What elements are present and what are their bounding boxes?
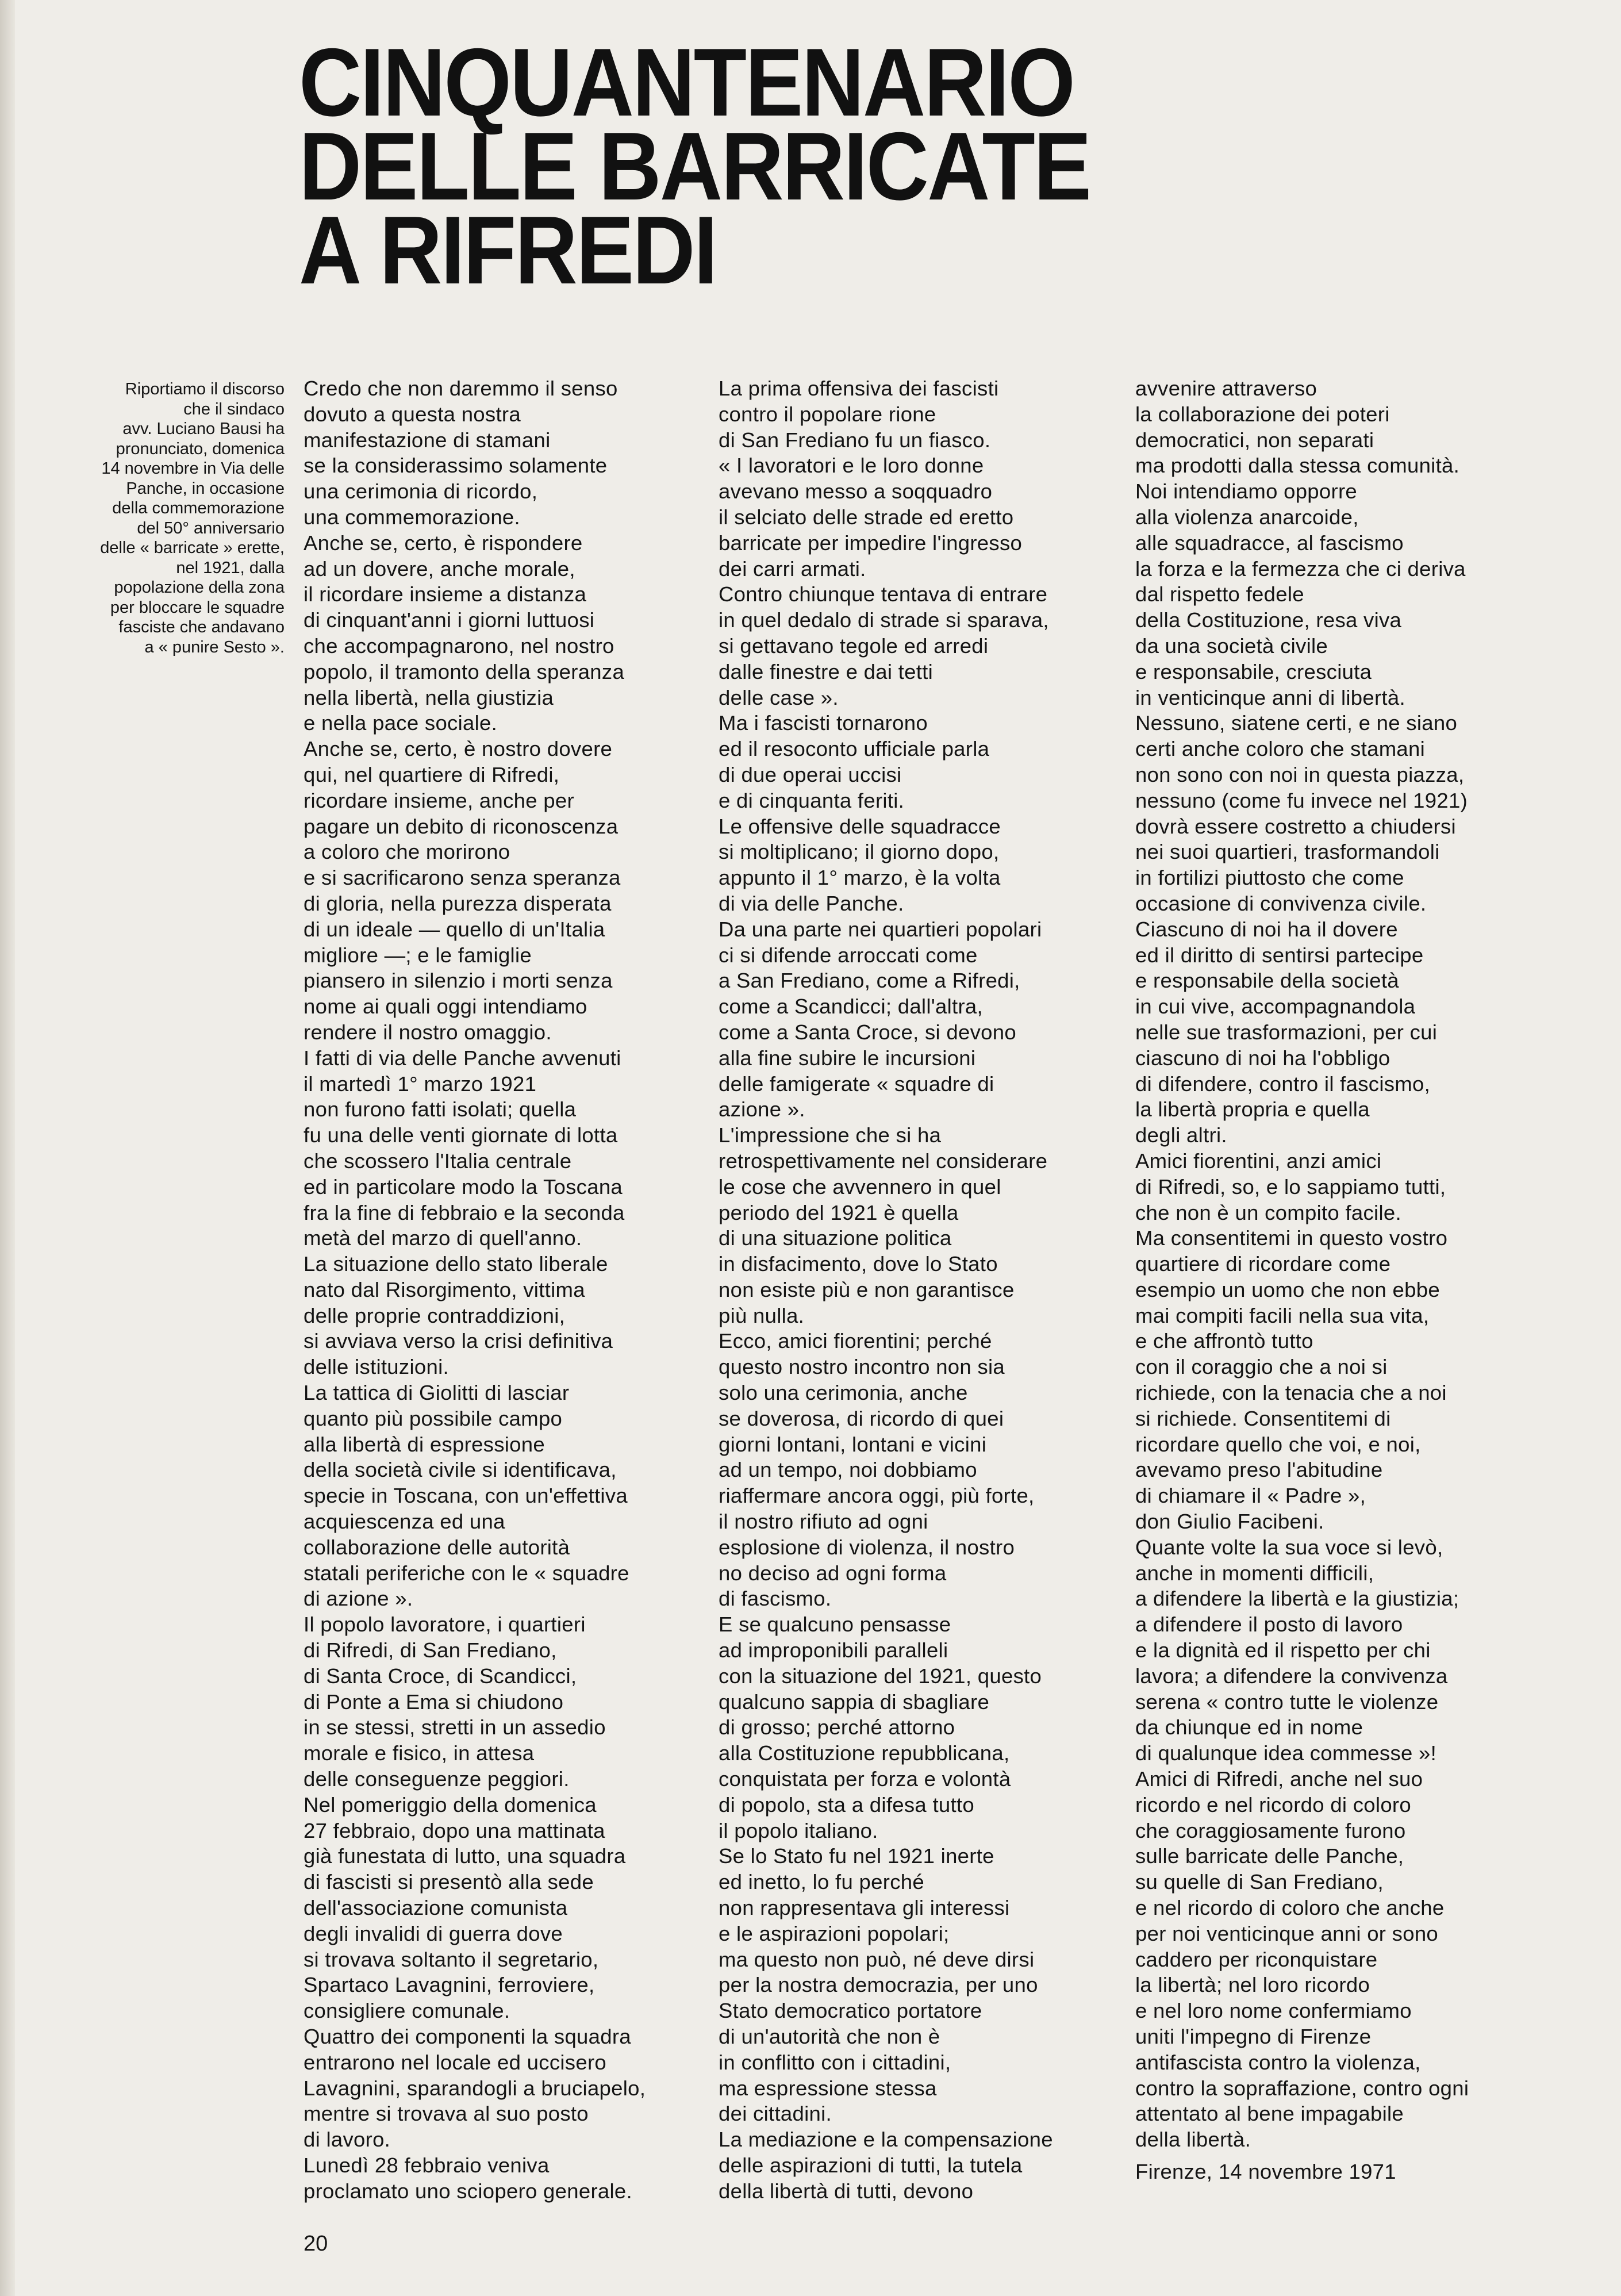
- title-line-2: DELLE BARRICATE: [299, 112, 1090, 220]
- article-column-3: [1135, 376, 1549, 2153]
- column-2-line: esplosione di violenza, il nostro: [719, 1535, 1015, 1559]
- column-2-line: La mediazione e la compensazione: [719, 2128, 1053, 2152]
- column-2-line: di popolo, sta a difesa tutto: [719, 1792, 974, 1817]
- column-2-line: per la nostra democrazia, per uno: [719, 1973, 1038, 1997]
- column-3-line: ed il diritto di sentirsi partecipe: [1135, 943, 1424, 967]
- column-1-line: Spartaco Lavagnini, ferroviere,: [304, 1973, 595, 1997]
- column-2-line: si moltiplicano; il giorno dopo,: [719, 840, 1000, 864]
- column-1-line: di azione ».: [304, 1587, 413, 1611]
- column-2-line: Da una parte nei quartieri popolari: [719, 917, 1042, 941]
- column-3-line: in venticinque anni di libertà.: [1135, 685, 1405, 709]
- column-3-line: uniti l'impegno di Firenze: [1135, 2025, 1372, 2048]
- column-1-line: di cinquant'anni i giorni luttuosi: [304, 608, 595, 632]
- sidenote-line: Riportiamo il discorso: [125, 380, 285, 398]
- column-1-line: il martedì 1° marzo 1921: [304, 1072, 537, 1096]
- column-1-line: mentre si trovava al suo posto: [304, 2102, 589, 2126]
- column-2-line: Le offensive delle squadracce: [719, 814, 1001, 838]
- column-2-line: ed inetto, lo fu perché: [719, 1870, 924, 1894]
- column-2-line: se doverosa, di ricordo di quei: [719, 1406, 1004, 1430]
- column-1-line: in se stessi, stretti in un assedio: [304, 1715, 606, 1740]
- column-3-line: a difendere la libertà e la giustizia;: [1135, 1587, 1459, 1611]
- column-3-line: antifascista contro la violenza,: [1135, 2050, 1421, 2074]
- column-3-line: di chiamare il « Padre »,: [1135, 1484, 1366, 1508]
- column-1-line: rendere il nostro omaggio.: [304, 1020, 552, 1044]
- column-3-line: democratici, non separati: [1135, 428, 1374, 452]
- column-2-line: dalle finestre e dai tetti: [719, 659, 934, 684]
- column-3-line: della Costituzione, resa viva: [1135, 608, 1402, 632]
- column-3-line: per noi venticinque anni or sono: [1135, 1921, 1439, 1945]
- column-3-line: di qualunque idea commesse »!: [1135, 1741, 1437, 1765]
- column-3-line: degli altri.: [1135, 1123, 1227, 1147]
- column-3-line: e responsabile della società: [1135, 969, 1399, 993]
- column-3-line: su quelle di San Frediano,: [1135, 1870, 1384, 1894]
- column-3-line: da una società civile: [1135, 633, 1328, 658]
- column-2-line: a San Frediano, come a Rifredi,: [719, 969, 1020, 993]
- column-1-line: I fatti di via delle Panche avvenuti: [304, 1046, 621, 1070]
- column-2-line: delle famigerate « squadre di: [719, 1072, 994, 1096]
- column-2-line: L'impressione che si ha: [719, 1123, 942, 1147]
- column-2-line: « I lavoratori e le loro donne: [719, 454, 984, 478]
- column-1-line: ricordare insieme, anche per: [304, 788, 574, 812]
- column-2-line: si gettavano tegole ed arredi: [719, 633, 989, 658]
- column-1-line: migliore —; e le famiglie: [304, 943, 532, 967]
- column-2-line: della libertà di tutti, devono: [719, 2179, 974, 2203]
- column-1-line: dell'associazione comunista: [304, 1896, 568, 1920]
- column-2-line: non esiste più e non garantisce: [719, 1277, 1015, 1301]
- column-3-line: in fortilizi piuttosto che come: [1135, 866, 1404, 890]
- column-1-line: nella libertà, nella giustizia: [304, 685, 554, 709]
- column-3-line: alle squadracce, al fascismo: [1135, 531, 1404, 555]
- column-3-line: nelle sue trasformazioni, per cui: [1135, 1020, 1438, 1044]
- column-1-line: Quattro dei componenti la squadra: [304, 2025, 631, 2048]
- column-3-line: sulle barricate delle Panche,: [1135, 1844, 1404, 1868]
- column-2-line: in conflitto con i cittadini,: [719, 2050, 951, 2074]
- column-3-line: mai compiti facili nella sua vita,: [1135, 1303, 1430, 1327]
- column-1-line: si trovava soltanto il segretario,: [304, 1947, 599, 1971]
- column-2-line: il popolo italiano.: [719, 1818, 878, 1842]
- column-3-line: quartiere di ricordare come: [1135, 1252, 1391, 1276]
- column-2-line: appunto il 1° marzo, è la volta: [719, 866, 1001, 890]
- sidenote-line: fasciste che andavano: [118, 618, 285, 636]
- sidenote-line: Panche, in occasione: [126, 479, 285, 498]
- editorial-sidenote: [63, 379, 285, 657]
- column-3-line: Noi intendiamo opporre: [1135, 479, 1358, 504]
- column-1-line: ad un dovere, anche morale,: [304, 556, 575, 581]
- column-3-line: e che affrontò tutto: [1135, 1329, 1313, 1353]
- column-2-line: come a Scandicci; dall'altra,: [719, 995, 983, 1019]
- column-2-line: ad improponibili paralleli: [719, 1638, 948, 1663]
- sidenote-line: 14 novembre in Via delle: [101, 459, 285, 478]
- column-3-line: di Rifredi, so, e lo sappiamo tutti,: [1135, 1174, 1446, 1199]
- column-2-line: solo una cerimonia, anche: [719, 1381, 968, 1405]
- column-3-line: alla violenza anarcoide,: [1135, 505, 1359, 529]
- column-2-line: delle aspirazioni di tutti, la tutela: [719, 2153, 1023, 2177]
- column-3-line: ricordare quello che voi, e noi,: [1135, 1432, 1421, 1456]
- column-1-line: degli invalidi di guerra dove: [304, 1921, 563, 1945]
- column-1-line: Lavagnini, sparandogli a bruciapelo,: [304, 2076, 646, 2100]
- article-title: [299, 28, 1437, 304]
- column-3-line: caddero per riconquistare: [1135, 1947, 1378, 1971]
- column-3-line: da chiunque ed in nome: [1135, 1715, 1363, 1740]
- column-2-line: il nostro rifiuto ad ogni: [719, 1510, 928, 1534]
- column-3-line: certi anche coloro che stamani: [1135, 737, 1426, 761]
- column-1-line: a coloro che morirono: [304, 840, 510, 864]
- column-2-line: avevano messo a soqquadro: [719, 479, 993, 504]
- column-3-line: che coraggiosamente furono: [1135, 1818, 1406, 1842]
- column-3-line: la libertà propria e quella: [1135, 1097, 1370, 1122]
- column-3-line: e responsabile, cresciuta: [1135, 659, 1372, 684]
- column-2-line: e le aspirazioni popolari;: [719, 1921, 950, 1945]
- column-3-line: anche in momenti difficili,: [1135, 1561, 1374, 1585]
- sidenote-line: popolazione della zona: [114, 578, 285, 597]
- column-3-line: e la dignità ed il rispetto per chi: [1135, 1638, 1431, 1663]
- column-1-line: Credo che non daremmo il senso: [304, 377, 618, 400]
- column-3-line: dovrà essere costretto a chiudersi: [1135, 814, 1456, 838]
- column-1-line: piansero in silenzio i morti senza: [304, 969, 613, 993]
- column-3-line: nei suoi quartieri, trasformandoli: [1135, 840, 1440, 864]
- column-1-line: di un ideale — quello di un'Italia: [304, 917, 605, 941]
- page-number: 20: [304, 2232, 328, 2256]
- column-2-line: di via delle Panche.: [719, 891, 904, 915]
- column-1-line: metà del marzo di quell'anno.: [304, 1226, 582, 1250]
- column-1-line: statali periferiche con le « squadre: [304, 1561, 629, 1585]
- column-1-line: se la considerassimo solamente: [304, 454, 608, 478]
- column-2-line: Se lo Stato fu nel 1921 inerte: [719, 1844, 994, 1868]
- column-1-line: e si sacrificarono senza speranza: [304, 866, 621, 890]
- column-3-line: di difendere, contro il fascismo,: [1135, 1072, 1431, 1096]
- column-3-line: Quante volte la sua voce si levò,: [1135, 1535, 1443, 1559]
- column-3-line: Ma consentitemi in questo vostro: [1135, 1226, 1448, 1250]
- column-1-line: pagare un debito di riconoscenza: [304, 814, 619, 838]
- column-2-line: delle case ».: [719, 685, 839, 709]
- column-3-line: della libertà.: [1135, 2128, 1251, 2152]
- column-2-line: ma espressione stessa: [719, 2076, 937, 2100]
- column-1-line: di Santa Croce, di Scandicci,: [304, 1664, 577, 1688]
- column-2-line: E se qualcuno pensasse: [719, 1612, 951, 1637]
- column-1-line: La tattica di Giolitti di lasciar: [304, 1381, 570, 1405]
- column-1-line: delle conseguenze peggiori.: [304, 1767, 570, 1791]
- column-1-line: nome ai quali oggi intendiamo: [304, 995, 587, 1019]
- column-1-line: e nella pace sociale.: [304, 711, 498, 735]
- column-3-line: esempio un uomo che non ebbe: [1135, 1277, 1440, 1301]
- column-1-line: morale e fisico, in attesa: [304, 1741, 535, 1765]
- column-1-line: acquiescenza ed una: [304, 1510, 505, 1534]
- column-1-line: popolo, il tramonto della speranza: [304, 659, 625, 684]
- column-2-line: alla Costituzione repubblicana,: [719, 1741, 1010, 1765]
- column-1-line: fra la fine di febbraio e la seconda: [304, 1200, 625, 1224]
- sidenote-line: a « punire Sesto ».: [144, 638, 285, 656]
- column-2-line: no deciso ad ogni forma: [719, 1561, 947, 1585]
- column-2-line: questo nostro incontro non sia: [719, 1355, 1005, 1379]
- column-3-line: Amici fiorentini, anzi amici: [1135, 1149, 1382, 1173]
- column-1-line: già funestata di lutto, una squadra: [304, 1844, 626, 1868]
- column-2-line: giorni lontani, lontani e vicini: [719, 1432, 987, 1456]
- column-2-line: di un'autorità che non è: [719, 2025, 940, 2048]
- column-3-line: ciascuno di noi ha l'obbligo: [1135, 1046, 1390, 1070]
- column-1-line: Nel pomeriggio della domenica: [304, 1792, 597, 1817]
- column-2-line: La prima offensiva dei fascisti: [719, 377, 999, 400]
- column-2-line: come a Santa Croce, si devono: [719, 1020, 1016, 1044]
- column-1-line: fu una delle venti giornate di lotta: [304, 1123, 618, 1147]
- sidenote-line: del 50° anniversario: [137, 519, 285, 537]
- sidenote-line: nel 1921, dalla: [176, 558, 285, 577]
- column-2-line: di San Frediano fu un fiasco.: [719, 428, 991, 452]
- column-3-line: don Giulio Facibeni.: [1135, 1510, 1324, 1534]
- column-2-line: di una situazione politica: [719, 1226, 952, 1250]
- column-2-line: barricate per impedire l'ingresso: [719, 531, 1023, 555]
- column-2-line: di due operai uccisi: [719, 762, 902, 786]
- column-2-line: ci si difende arroccati come: [719, 943, 978, 967]
- column-1-line: Anche se, certo, è rispondere: [304, 531, 583, 555]
- column-1-line: nato dal Risorgimento, vittima: [304, 1277, 585, 1301]
- column-1-line: quanto più possibile campo: [304, 1406, 563, 1430]
- column-2-line: ed il resoconto ufficiale parla: [719, 737, 990, 761]
- column-2-line: non rappresentava gli interessi: [719, 1896, 1010, 1920]
- column-2-line: Contro chiunque tentava di entrare: [719, 582, 1048, 606]
- column-1-line: di lavoro.: [304, 2128, 391, 2152]
- column-3-line: occasione di convivenza civile.: [1135, 891, 1427, 915]
- column-2-line: qualcuno sappia di sbagliare: [719, 1690, 990, 1714]
- column-3-line: e nel loro nome confermiamo: [1135, 1999, 1412, 2023]
- column-2-line: retrospettivamente nel considerare: [719, 1149, 1048, 1173]
- column-3-line: che non è un compito facile.: [1135, 1200, 1401, 1224]
- column-3-line: a difendere il posto di lavoro: [1135, 1612, 1403, 1637]
- column-1-line: che scossero l'Italia centrale: [304, 1149, 572, 1173]
- column-2-line: Ma i fascisti tornarono: [719, 711, 928, 735]
- sidenote-line: avv. Luciano Bausi ha: [122, 420, 285, 438]
- sidenote-line: pronunciato, domenica: [116, 439, 285, 458]
- column-1-line: specie in Toscana, con un'effettiva: [304, 1484, 628, 1508]
- column-2-line: Ecco, amici fiorentini; perché: [719, 1329, 992, 1353]
- column-1-line: il ricordare insieme a distanza: [304, 582, 587, 606]
- column-1-line: Il popolo lavoratore, i quartieri: [304, 1612, 586, 1637]
- column-3-line: nessuno (come fu invece nel 1921): [1135, 788, 1468, 812]
- column-3-line: lavora; a difendere la convivenza: [1135, 1664, 1448, 1688]
- column-1-line: Anche se, certo, è nostro dovere: [304, 737, 613, 761]
- column-3-line: la collaborazione dei poteri: [1135, 402, 1390, 426]
- column-3-line: si richiede. Consentitemi di: [1135, 1406, 1391, 1430]
- column-3-line: dal rispetto fedele: [1135, 582, 1304, 606]
- column-1-line: di Ponte a Ema si chiudono: [304, 1690, 564, 1714]
- dateline: Firenze, 14 novembre 1971: [1135, 2160, 1396, 2183]
- column-2-line: in disfacimento, dove lo Stato: [719, 1252, 998, 1276]
- column-2-line: dei cittadini.: [719, 2102, 832, 2126]
- column-1-line: qui, nel quartiere di Rifredi,: [304, 762, 560, 786]
- column-1-line: di gloria, nella purezza disperata: [304, 891, 612, 915]
- column-1-line: dovuto a questa nostra: [304, 402, 521, 426]
- column-3-line: serena « contro tutte le violenze: [1135, 1690, 1439, 1714]
- column-1-line: delle proprie contraddizioni,: [304, 1303, 566, 1327]
- column-1-line: che accompagnarono, nel nostro: [304, 633, 614, 658]
- column-3-line: e nel ricordo di coloro che anche: [1135, 1896, 1445, 1920]
- column-1-line: delle istituzioni.: [304, 1355, 449, 1379]
- column-2-line: contro il popolare rione: [719, 402, 936, 426]
- column-3-line: avvenire attraverso: [1135, 377, 1317, 400]
- sidenote-line: delle « barricate » erette,: [100, 539, 285, 557]
- column-1-line: ed in particolare modo la Toscana: [304, 1174, 623, 1199]
- column-2-line: e di cinquanta feriti.: [719, 788, 905, 812]
- article-column-2: [719, 376, 1132, 2205]
- column-2-line: ma questo non può, né deve dirsi: [719, 1947, 1035, 1971]
- column-2-line: il selciato delle strade ed eretto: [719, 505, 1014, 529]
- column-1-line: entrarono nel locale ed uccisero: [304, 2050, 606, 2074]
- article-column-1: [304, 376, 717, 2205]
- title-line-1: CINQUANTENARIO: [299, 28, 1074, 136]
- column-2-line: conquistata per forza e volontà: [719, 1767, 1011, 1791]
- page-spine-shadow: [0, 0, 15, 2296]
- column-1-line: non furono fatti isolati; quella: [304, 1097, 577, 1122]
- column-2-line: di fascismo.: [719, 1587, 832, 1611]
- column-3-line: contro la sopraffazione, contro ogni: [1135, 2076, 1469, 2100]
- column-2-line: alla fine subire le incursioni: [719, 1046, 976, 1070]
- column-3-line: la forza e la fermezza che ci deriva: [1135, 556, 1466, 581]
- title-line-3: A RIFREDI: [299, 196, 717, 304]
- column-3-line: Amici di Rifredi, anche nel suo: [1135, 1767, 1423, 1791]
- column-3-line: attentato al bene impagabile: [1135, 2102, 1404, 2126]
- column-1-line: si avviava verso la crisi definitiva: [304, 1329, 613, 1353]
- column-3-line: ma prodotti dalla stessa comunità.: [1135, 454, 1460, 478]
- column-1-line: La situazione dello stato liberale: [304, 1252, 608, 1276]
- column-1-line: 27 febbraio, dopo una mattinata: [304, 1818, 605, 1842]
- column-2-line: in quel dedalo di strade si sparava,: [719, 608, 1049, 632]
- column-1-line: una cerimonia di ricordo,: [304, 479, 538, 504]
- column-2-line: Stato democratico portatore: [719, 1999, 982, 2023]
- column-1-line: della società civile si identificava,: [304, 1458, 617, 1482]
- column-1-line: proclamato uno sciopero generale.: [304, 2179, 632, 2203]
- column-3-line: Nessuno, siatene certi, e ne siano: [1135, 711, 1458, 735]
- article-dateline-block: [1135, 2159, 1549, 2185]
- column-2-line: riaffermare ancora oggi, più forte,: [719, 1484, 1035, 1508]
- column-1-line: alla libertà di espressione: [304, 1432, 545, 1456]
- column-3-line: con il coraggio che a noi si: [1135, 1355, 1388, 1379]
- column-1-line: Lunedì 28 febbraio veniva: [304, 2153, 550, 2177]
- column-1-line: una commemorazione.: [304, 505, 520, 529]
- column-1-line: collaborazione delle autorità: [304, 1535, 570, 1559]
- column-3-line: ricordo e nel ricordo di coloro: [1135, 1792, 1411, 1817]
- column-2-line: le cose che avvennero in quel: [719, 1174, 1001, 1199]
- sidenote-line: per bloccare le squadre: [110, 598, 285, 617]
- sidenote-line: che il sindaco: [183, 400, 285, 418]
- column-1-line: di Rifredi, di San Frediano,: [304, 1638, 557, 1663]
- column-1-line: consigliere comunale.: [304, 1999, 510, 2023]
- column-3-line: non sono con noi in questa piazza,: [1135, 762, 1465, 786]
- column-2-line: di grosso; perché attorno: [719, 1715, 955, 1740]
- column-2-line: con la situazione del 1921, questo: [719, 1664, 1042, 1688]
- column-2-line: più nulla.: [719, 1303, 805, 1327]
- column-3-line: richiede, con la tenacia che a noi: [1135, 1381, 1447, 1405]
- column-1-line: di fascisti si presentò alla sede: [304, 1870, 594, 1894]
- column-3-line: avevamo preso l'abitudine: [1135, 1458, 1383, 1482]
- column-3-line: la libertà; nel loro ricordo: [1135, 1973, 1370, 1997]
- column-2-line: periodo del 1921 è quella: [719, 1200, 959, 1224]
- column-2-line: ad un tempo, noi dobbiamo: [719, 1458, 977, 1482]
- column-2-line: azione ».: [719, 1097, 805, 1122]
- column-2-line: dei carri armati.: [719, 556, 866, 581]
- column-3-line: Ciascuno di noi ha il dovere: [1135, 917, 1398, 941]
- column-3-line: in cui vive, accompagnandola: [1135, 995, 1416, 1019]
- sidenote-line: della commemorazione: [112, 499, 285, 517]
- column-1-line: manifestazione di stamani: [304, 428, 551, 452]
